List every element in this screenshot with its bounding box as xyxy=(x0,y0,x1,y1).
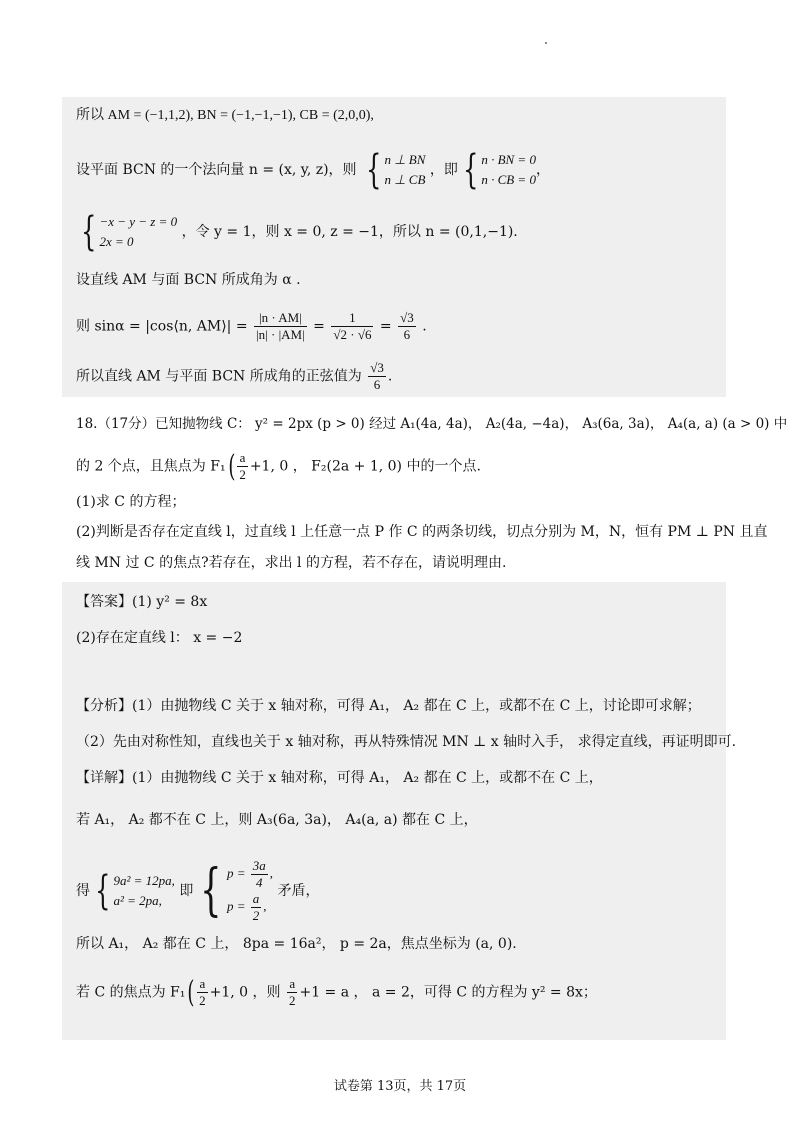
detail-line-1: 【详解】(1）由抛物线 C 关于 x 轴对称，可得 A₁， A₂ 都在 C 上，或都不在 C 上， xyxy=(76,770,603,786)
system-solve-line: { −x − y − z = 0 2x = 0 ，令 y = 1，则 x = 0, z = −1，所以 n = (0,1,−1). xyxy=(81,209,518,255)
brace-icon: { xyxy=(81,209,97,255)
scan-dot xyxy=(545,42,547,44)
sine-result-line: 所以直线 AM 与平面 BCN 所成角的正弦值为 $\frac{√3}{6}$ . xyxy=(76,360,393,392)
vectors-line: 所以 AM = (−1,1,2), BN = (−1,−1,−1), CB = (2,0,0), xyxy=(76,108,374,123)
sine-calc-line: 则 sinα = |cos⟨n, AM⟩| = $\frac{|n \cdot AM|}{|n| \cdot |AM|}$ = $\frac{1}{√2 \cdot √6}$ = $\frac{√3}{6}$ . xyxy=(76,310,427,342)
page-footer: 试卷第 13页，共 17页 xyxy=(333,1079,467,1094)
normal-vector-line: 设平面 BCN 的一个法向量 n = (x, y, z)，则 { n ⊥ BN n ⊥ CB ，即 { n · BN = 0 n · CB = 0 ， xyxy=(76,147,550,193)
question-18-part-1: (1)求 C 的方程； xyxy=(76,494,186,510)
detail-line-2: 若 A₁， A₂ 都不在 C 上，则 A₃(6a, 3a)， A₄(a, a) 都在 C 上， xyxy=(76,812,478,828)
question-18-part-2-cont: 线 MN 过 C 的焦点?若存在，求出 l 的方程，若不存在，请说明理由. xyxy=(76,555,507,571)
answer-line-1: 【答案】(1) y² = 8x xyxy=(76,594,208,610)
detail-line-3: 得 { 9a² = 12pa, a² = 2pa, 即 { p = $\frac{3a}{4}$ , p = $\frac{a}{2}$ , 矛盾， xyxy=(76,858,320,923)
brace-icon: { xyxy=(462,147,479,193)
brace-icon: { xyxy=(366,147,382,193)
question-18-part-2: (2)判断是否存在定直线 l，过直线 l 上任意一点 P 作 C 的两条切线，切点分别为 M，N，恒有 PM ⊥ PN 且直 xyxy=(76,524,768,540)
analysis-line-2: （2）先由对称性知，直线也关于 x 轴对称，再从特殊情况 MN ⊥ x 轴时入手， 求得定直线，再证明即可. xyxy=(76,734,737,750)
answer-line-2: (2)存在定直线 l： x = −2 xyxy=(76,630,243,646)
question-18-stem-2: 的 2 个点，且焦点为 F₁( $\frac{a}{2}$ +1, 0 ， F₂(2a + 1, 0) 中的一个点. xyxy=(76,448,481,484)
detail-line-4: 所以 A₁， A₂ 都在 C 上， 8pa = 16a²， p = 2a，焦点坐标为 (a, 0). xyxy=(76,936,517,952)
detail-line-5: 若 C 的焦点为 F₁( $\frac{a}{2}$ +1, 0 ，则 $\frac{a}{2}$ +1 = a ， a = 2，可得 C 的方程为 y² = 8x； xyxy=(76,974,597,1010)
analysis-line-1: 【分析】(1）由抛物线 C 关于 x 轴对称，可得 A₁， A₂ 都在 C 上，或都不在 C 上，讨论即可求解； xyxy=(76,698,701,714)
question-18-stem: 18.（17分）已知抛物线 C： y² = 2px (p > 0) 经过 A₁(4a, 4a)， A₂(4a, −4a)， A₃(6a, 3a)， A₄(a, a) (a > 0) 中 xyxy=(76,416,788,432)
angle-def-line: 设直线 AM 与面 BCN 所成角为 α . xyxy=(76,272,301,288)
